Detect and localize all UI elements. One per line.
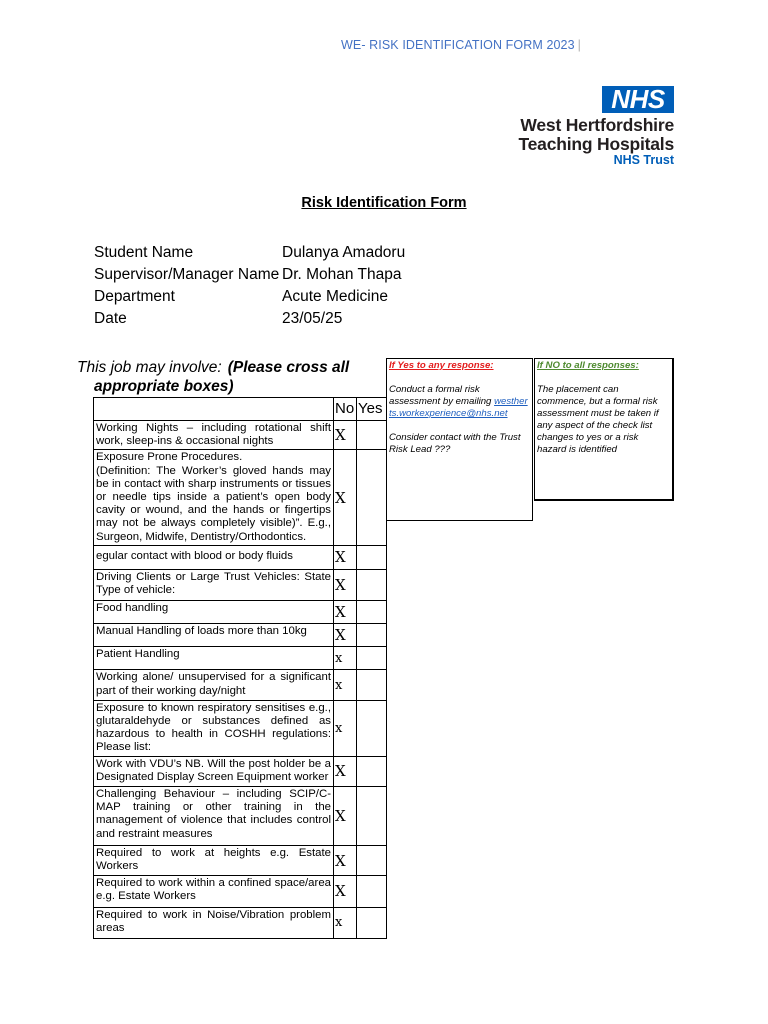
table-row <box>94 876 387 907</box>
instructions-bold-part2: appropriate boxes) <box>94 378 234 395</box>
risk-item-text: Work with VDU’s NB. Will the post holder be a Designated Display Screen Equipment worker <box>94 756 334 786</box>
workexperience-email-link[interactable]: westherts.workexperience@nhs.net <box>389 396 528 419</box>
yes-cell[interactable] <box>357 670 387 700</box>
table-header-no: No <box>334 398 357 421</box>
department-value[interactable]: Acute Medicine <box>282 288 388 305</box>
table-header-row <box>94 398 387 421</box>
yes-cell[interactable] <box>357 624 387 647</box>
no-cell[interactable]: X <box>334 845 357 875</box>
risk-item-title: Exposure Prone Procedures. <box>96 451 243 464</box>
yes-guidance-heading: If Yes to any response: <box>389 360 494 371</box>
no-guidance-heading: If NO to all responses: <box>537 360 639 371</box>
table-row <box>94 907 387 938</box>
risk-item-text: Working alone/ unsupervised for a significant part of their working day/night <box>94 670 334 700</box>
risk-item-text: Challenging Behaviour – including SCIP/C-MAP training or other training in the management of violence that includes control and restraint measures <box>94 787 334 846</box>
yes-cell[interactable] <box>357 570 387 601</box>
risk-item-text: Patient Handling <box>94 647 334 670</box>
table-row <box>94 700 387 756</box>
yes-cell[interactable] <box>357 876 387 907</box>
table-row <box>94 756 387 786</box>
yes-cell[interactable] <box>357 421 387 450</box>
form-title: Risk Identification Form <box>301 195 467 211</box>
document-header <box>341 38 581 52</box>
no-guidance-box <box>534 358 674 501</box>
yes-guidance-risk-lead: Consider contact with the Trust Risk Lead ??? <box>389 432 521 455</box>
risk-item-text: Exposure to known respiratory sensitises e.g., glutaraldehyde or substances defined as hazardous to health in COSHH regulations: Please list: <box>94 700 334 756</box>
instructions-bold-part1: (Please cross all <box>227 359 350 376</box>
yes-guidance-para: Conduct a formal risk assessment by emailing <box>389 384 492 407</box>
yes-guidance-box <box>386 358 533 521</box>
no-cell[interactable]: X <box>334 624 357 647</box>
logo-trust-name-line2: Teaching Hospitals <box>518 134 674 154</box>
risk-item-text: Driving Clients or Large Trust Vehicles: State Type of vehicle: <box>94 570 334 601</box>
yes-cell[interactable] <box>357 700 387 756</box>
table-row <box>94 545 387 569</box>
risk-item-text: Manual Handling of loads more than 10kg <box>94 624 334 647</box>
yes-cell[interactable] <box>357 545 387 569</box>
instructions-prefix: This job may involve: <box>77 359 222 376</box>
risk-item-text: Required to work in Noise/Vibration problem areas <box>94 907 334 938</box>
supervisor-label: Supervisor/Manager Name <box>94 266 280 283</box>
risk-item-text <box>94 450 334 545</box>
table-row <box>94 570 387 601</box>
student-info-block <box>94 243 405 331</box>
no-cell[interactable]: X <box>334 601 357 624</box>
logo-trust-name-line1: West Hertfordshire <box>520 115 674 135</box>
no-cell[interactable]: X <box>334 756 357 786</box>
nhs-badge-logo: NHS <box>602 86 674 113</box>
yes-guidance-text <box>389 384 530 420</box>
instructions-line1 <box>77 358 386 377</box>
document-header-title: WE- RISK IDENTIFICATION FORM 2023 <box>341 38 575 52</box>
student-name-label: Student Name <box>94 244 194 261</box>
no-cell[interactable]: x <box>334 907 357 938</box>
no-cell[interactable]: X <box>334 876 357 907</box>
risk-item-text: egular contact with blood or body fluids <box>94 545 334 569</box>
student-name-value[interactable]: Dulanya Amadoru <box>282 244 406 261</box>
yes-cell[interactable] <box>357 787 387 846</box>
table-row <box>94 601 387 624</box>
table-row <box>94 647 387 670</box>
table-row <box>94 450 387 545</box>
table-row <box>94 670 387 700</box>
risk-item-text: Food handling <box>94 601 334 624</box>
department-label: Department <box>94 288 175 305</box>
instructions-text <box>77 358 386 398</box>
risk-item-text: Working Nights – including rotational shift work, sleep-ins & occasional nights <box>94 421 334 450</box>
no-cell[interactable]: x <box>334 647 357 670</box>
date-row <box>94 309 405 331</box>
risk-checklist-table <box>93 397 387 939</box>
yes-cell[interactable] <box>357 756 387 786</box>
date-label: Date <box>94 310 127 327</box>
yes-cell[interactable] <box>357 845 387 875</box>
nhs-trust-logo <box>488 86 678 170</box>
table-row <box>94 787 387 846</box>
department-row <box>94 287 405 309</box>
no-cell[interactable]: X <box>334 450 357 545</box>
supervisor-row <box>94 265 405 287</box>
student-name-row <box>94 243 405 265</box>
risk-item-text: Required to work at heights e.g. Estate Workers <box>94 845 334 875</box>
table-header-blank <box>94 398 334 421</box>
no-guidance-text: The placement can commence, but a formal risk assessment must be taken if any aspect of the check list changes to yes or a risk hazard is identified <box>537 384 659 455</box>
table-row <box>94 845 387 875</box>
no-cell[interactable]: X <box>334 421 357 450</box>
logo-trust-name-line3: NHS Trust <box>613 153 674 167</box>
date-value[interactable]: 23/05/25 <box>282 310 343 327</box>
text-cursor: | <box>577 38 582 52</box>
table-header-yes: Yes <box>357 398 387 421</box>
no-cell[interactable]: x <box>334 670 357 700</box>
supervisor-value[interactable]: Dr. Mohan Thapa <box>282 266 402 283</box>
risk-item-text: Required to work within a confined space/area e.g. Estate Workers <box>94 876 334 907</box>
risk-item-definition: (Definition: The Worker’s gloved hands may be in contact with sharp instruments or tissues or needle tips inside a patient’s open body cavity or wound, and the hands or fingertips may not be always completely visible)”. E.g., Surgeon, Midwife, Dentistry/Orthodontics. <box>96 464 331 543</box>
no-cell[interactable]: X <box>334 545 357 569</box>
yes-cell[interactable] <box>357 647 387 670</box>
yes-cell[interactable] <box>357 601 387 624</box>
table-row <box>94 624 387 647</box>
yes-cell[interactable] <box>357 450 387 545</box>
no-cell[interactable]: x <box>334 700 357 756</box>
yes-cell[interactable] <box>357 907 387 938</box>
no-cell[interactable]: X <box>334 570 357 601</box>
no-cell[interactable]: X <box>334 787 357 846</box>
table-row <box>94 421 387 450</box>
